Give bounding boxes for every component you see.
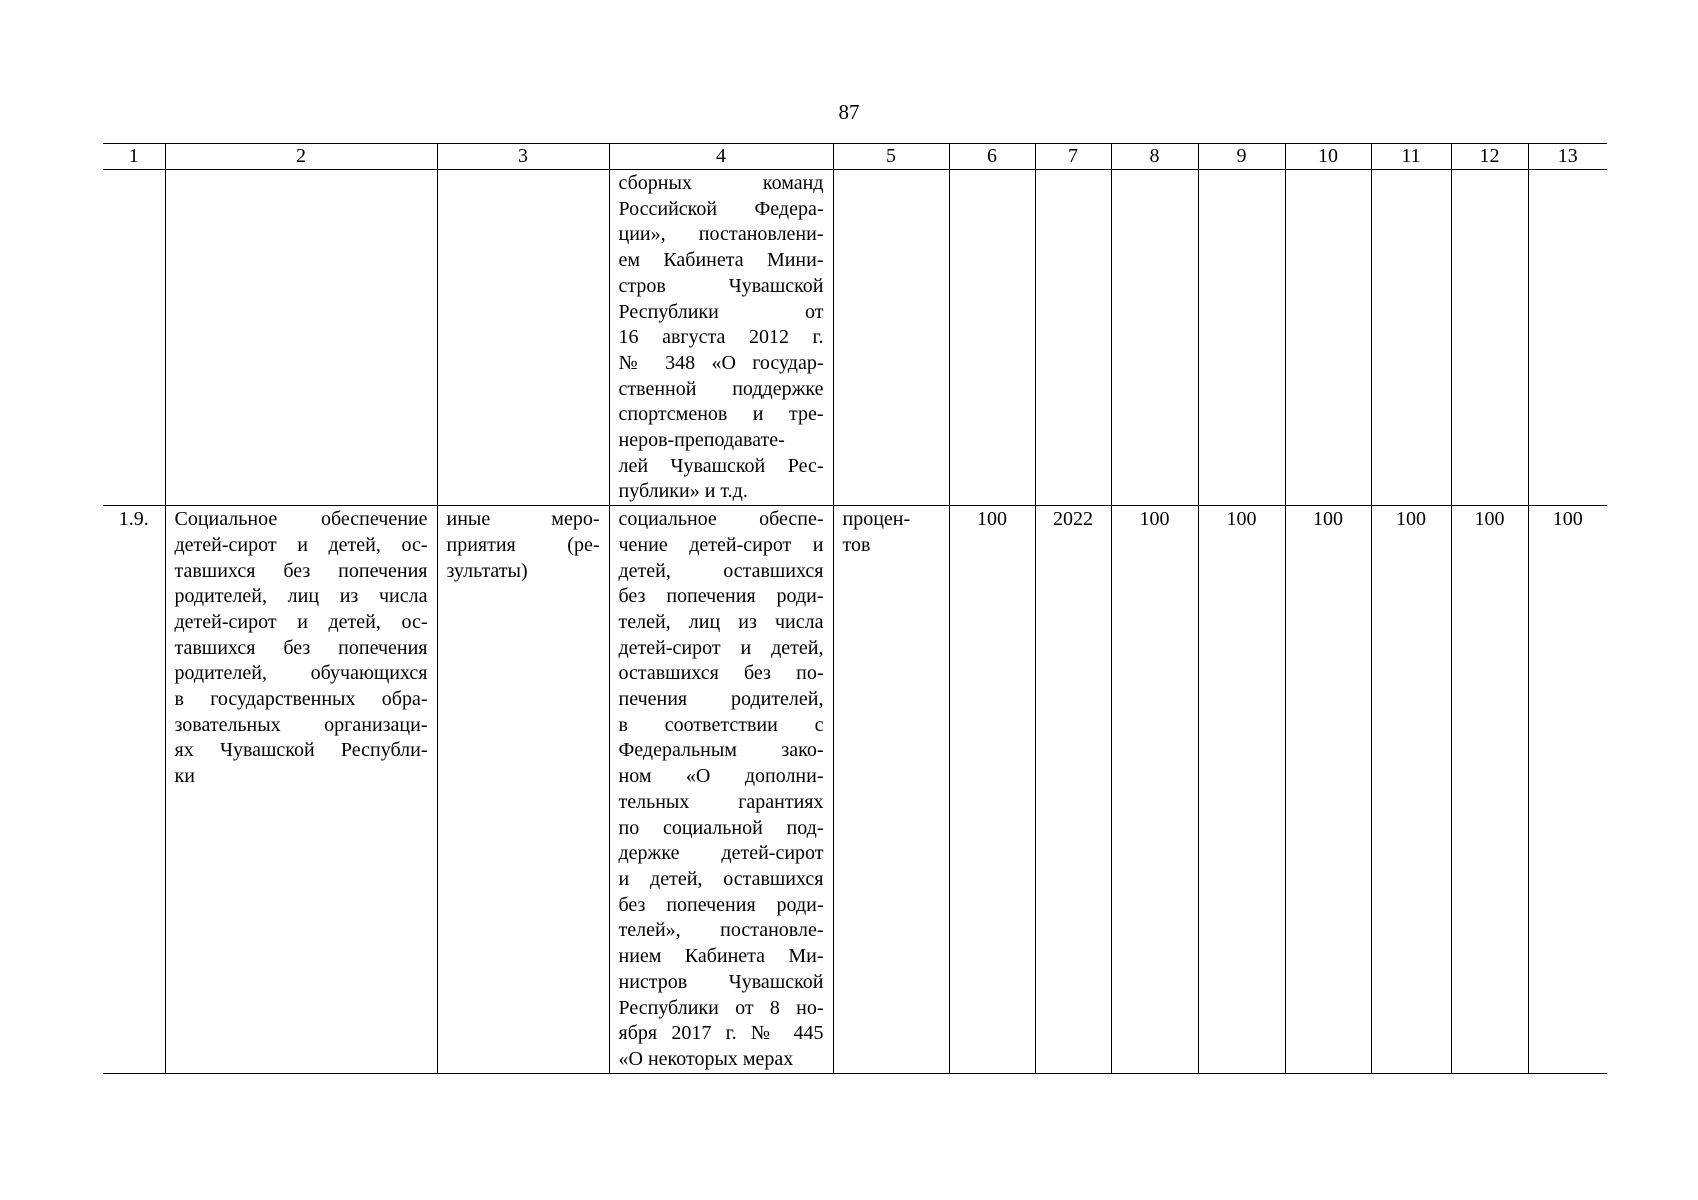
table-cell	[1035, 506, 1111, 1073]
text-line: родителей, обучающихся	[174, 662, 428, 685]
text-line: тавшихся без попечения	[174, 636, 428, 659]
text-line: социальное обеспе-	[618, 508, 824, 531]
column-number-header-row	[103, 144, 1607, 170]
text-line: иные меро-	[446, 508, 600, 531]
text-line: публики» и т.д.	[618, 480, 748, 503]
text-line: телей», постановле-	[618, 919, 824, 942]
table-cell	[1198, 506, 1285, 1073]
page-number: 87	[838, 100, 860, 124]
text-line: нистров Чувашской	[618, 970, 824, 993]
table-row-1-9	[103, 506, 1607, 1073]
text-line: сборных команд	[618, 172, 824, 194]
text-line: тельных гарантиях	[618, 790, 824, 813]
text-line: нием Кабинета Ми-	[618, 945, 824, 968]
value-cell: 100	[1474, 508, 1505, 531]
unit-text	[834, 506, 949, 558]
table-cell	[165, 170, 437, 506]
column-header: 1	[103, 144, 165, 170]
table-cell	[437, 170, 609, 506]
table-cell	[165, 506, 437, 1073]
text-line: чение детей-сирот и	[618, 533, 824, 556]
table-cell	[609, 506, 833, 1073]
text-line: № 348 «О государ-	[618, 351, 824, 374]
column-header: 5	[833, 144, 949, 170]
table-cell	[103, 170, 165, 506]
column-header: 2	[165, 144, 437, 170]
column-header: 10	[1285, 144, 1371, 170]
text-line: ки	[174, 765, 195, 788]
text-line: лей Чувашской Рес-	[618, 454, 824, 477]
table-cell	[949, 170, 1035, 506]
text-line: без попечения роди-	[618, 585, 824, 608]
text-line: в соответствии с	[618, 713, 824, 736]
text-line: Социальное обеспечение	[174, 508, 428, 531]
text-line: детей, оставшихся	[618, 559, 824, 582]
text-line: телей, лиц из числа	[618, 610, 824, 633]
table-cell	[1528, 170, 1607, 506]
legal-basis-text	[610, 506, 833, 1072]
year-cell: 2022	[1053, 508, 1093, 531]
table-cell	[833, 170, 949, 506]
table-cell	[609, 170, 833, 506]
table-cell	[1451, 506, 1528, 1073]
table-cell	[1371, 506, 1451, 1073]
table-cell	[1111, 506, 1198, 1073]
table-cell	[1528, 506, 1607, 1073]
text-line: спортсменов и тре-	[618, 403, 824, 426]
text-line: ственной поддержке	[618, 377, 824, 400]
column-header: 9	[1198, 144, 1285, 170]
table-cell	[103, 506, 165, 1073]
table-cell	[1035, 170, 1111, 506]
text-line: процен-	[842, 508, 911, 531]
value-cell: 100	[1396, 508, 1426, 531]
column-header: 8	[1111, 144, 1198, 170]
text-line: детей-сирот и детей, ос-	[174, 610, 428, 633]
text-line: тавшихся без попечения	[174, 559, 428, 582]
legal-basis-text	[610, 170, 833, 505]
table-cell	[1285, 170, 1371, 506]
value-cell: 100	[1226, 508, 1257, 531]
table-cell	[437, 506, 609, 1073]
indicator-type-text	[438, 506, 609, 584]
row-number: 1.9.	[118, 508, 149, 531]
text-line: и детей, оставшихся	[618, 867, 824, 890]
text-line: «О некоторых мерах	[618, 1047, 794, 1070]
text-line: ем Кабинета Мини-	[618, 249, 824, 272]
text-line: зовательных организаци-	[174, 713, 428, 736]
text-line: ября 2017 г. № 445	[618, 1022, 824, 1045]
column-header: 12	[1451, 144, 1528, 170]
text-line: приятия (ре-	[446, 533, 600, 556]
text-line: ном «О дополни-	[618, 765, 824, 788]
text-line: 16 августа 2012 г.	[618, 326, 824, 349]
value-cell: 100	[1139, 508, 1170, 531]
column-header: 7	[1035, 144, 1111, 170]
text-line: тов	[842, 533, 871, 556]
text-line: Российской Федера-	[618, 197, 824, 220]
indicators-table	[103, 143, 1607, 1074]
text-line: зультаты)	[446, 559, 528, 582]
value-cell: 100	[977, 508, 1007, 531]
table-cell	[1285, 506, 1371, 1073]
indicator-name-text	[166, 506, 437, 790]
text-line: по социальной под-	[618, 816, 824, 839]
text-line: держке детей-сирот	[618, 842, 824, 865]
column-header: 3	[437, 144, 609, 170]
text-line: стров Чувашской	[618, 274, 824, 297]
table-row-continued	[103, 170, 1607, 506]
column-header: 4	[609, 144, 833, 170]
text-line: печения родителей,	[618, 688, 824, 711]
text-line: ции», постановлени-	[618, 223, 824, 246]
text-line: Федеральным зако-	[618, 739, 824, 762]
table-cell	[1198, 170, 1285, 506]
table-cell	[1451, 170, 1528, 506]
column-header: 13	[1528, 144, 1607, 170]
table-cell	[949, 506, 1035, 1073]
text-line: неров-преподавате-	[618, 429, 785, 452]
column-header: 6	[949, 144, 1035, 170]
table-cell	[1371, 170, 1451, 506]
text-line: ях Чувашской Республи-	[174, 739, 428, 762]
table-cell	[1111, 170, 1198, 506]
text-line: без попечения роди-	[618, 893, 824, 916]
text-line: родителей, лиц из числа	[174, 585, 428, 608]
value-cell: 100	[1313, 508, 1343, 531]
value-cell: 100	[1552, 508, 1583, 531]
text-line: Республики от 8 но-	[618, 996, 824, 1019]
table-cell	[833, 506, 949, 1073]
column-header: 11	[1371, 144, 1451, 170]
text-line: детей-сирот и детей, ос-	[174, 533, 428, 556]
text-line: в государственных обра-	[174, 688, 428, 711]
text-line: детей-сирот и детей,	[618, 636, 824, 659]
text-line: Республики от	[618, 300, 824, 323]
text-line: оставшихся без по-	[618, 662, 824, 685]
